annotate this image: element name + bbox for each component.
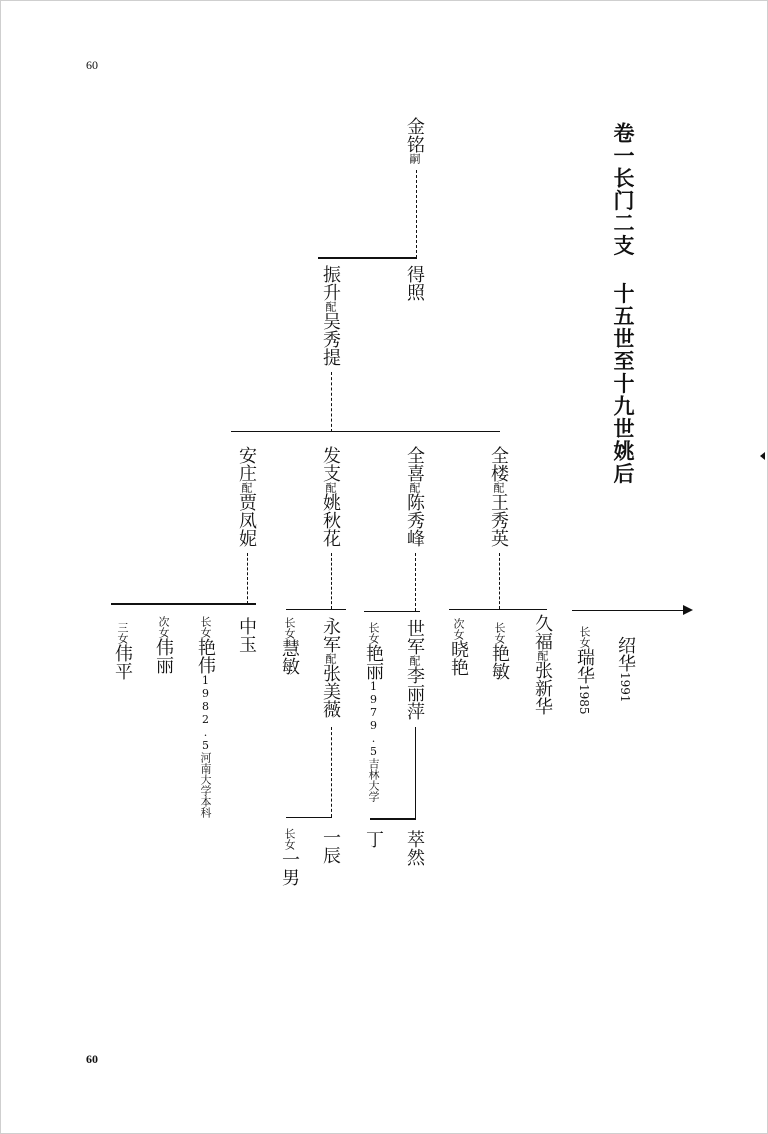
name-weili: 伟丽 bbox=[153, 638, 174, 674]
sibling-line bbox=[370, 818, 416, 820]
descent-line bbox=[331, 727, 332, 817]
person-quanxi bbox=[405, 446, 423, 547]
page-edge-marker-icon bbox=[760, 452, 765, 460]
arrow-line bbox=[572, 610, 684, 611]
sibling-line bbox=[318, 257, 417, 259]
name-zhensheng: 振升 bbox=[320, 265, 341, 301]
sibling-line bbox=[286, 817, 332, 818]
person-quanlou bbox=[489, 446, 507, 547]
note-ruihua: 1985 bbox=[577, 684, 591, 715]
rank-label: 长女 bbox=[493, 622, 506, 644]
descent-line bbox=[247, 553, 248, 604]
rank-label: 长女 bbox=[199, 616, 212, 638]
descent-line bbox=[415, 553, 416, 611]
pei-label: 配 bbox=[324, 653, 337, 664]
rank-label: 长女 bbox=[283, 828, 296, 850]
person-zhensheng bbox=[321, 265, 339, 366]
person-shaohua bbox=[616, 636, 634, 703]
name-yanmin: 艳敏 bbox=[489, 644, 510, 680]
descent-line bbox=[415, 727, 416, 819]
rank-label: 长女 bbox=[283, 617, 296, 639]
sibling-line bbox=[449, 609, 547, 610]
name-shaohua: 绍华 bbox=[615, 636, 636, 672]
person-cuiran bbox=[405, 830, 423, 866]
person-anzhuang bbox=[237, 446, 255, 547]
note-shaohua: 1991 bbox=[618, 672, 632, 703]
spouse-wangxiuying: 王秀英 bbox=[488, 493, 509, 547]
name-huimin: 慧敏 bbox=[279, 639, 300, 675]
rank-label: 长女 bbox=[578, 626, 591, 648]
person-huimin bbox=[280, 617, 298, 675]
name-xiaoyan: 晓艳 bbox=[448, 640, 469, 676]
name-cuiran: 萃然 bbox=[404, 830, 425, 866]
descent-line bbox=[416, 170, 417, 258]
sibling-line bbox=[111, 603, 256, 605]
sibling-line bbox=[364, 611, 420, 612]
arrowhead-icon bbox=[683, 605, 693, 615]
name-jinming: 金铭 bbox=[404, 117, 425, 153]
name-quanlou: 全楼 bbox=[488, 446, 509, 482]
page-title: 卷一长门二支 十五世至十九世姚后 bbox=[611, 122, 635, 485]
person-xiaoyan bbox=[449, 618, 467, 676]
name-ruihua: 瑞华 bbox=[574, 648, 595, 684]
person-zhongyu bbox=[237, 617, 255, 653]
name-fazhi: 发支 bbox=[320, 446, 341, 482]
sibling-line bbox=[231, 431, 500, 432]
name-yanwei: 艳伟 bbox=[195, 638, 216, 674]
person-ding bbox=[364, 830, 382, 848]
name-zhongyu: 中玉 bbox=[236, 617, 257, 653]
descent-line bbox=[331, 372, 332, 432]
person-yinan bbox=[280, 828, 298, 886]
spouse-chenxiufeng: 陈秀峰 bbox=[404, 493, 425, 547]
name-quanxi: 全喜 bbox=[404, 446, 425, 482]
pei-label: 配 bbox=[324, 482, 337, 493]
name-anzhuang: 安庄 bbox=[236, 446, 257, 482]
person-yanmin bbox=[490, 622, 508, 680]
pei-label: 配 bbox=[408, 655, 421, 666]
spouse-liliping: 李丽萍 bbox=[404, 666, 425, 720]
pei-label: 配 bbox=[324, 301, 337, 312]
sibling-line bbox=[286, 609, 346, 610]
person-fazhi bbox=[321, 446, 339, 547]
note-yanwei: 1982.5河南大学本科 bbox=[199, 674, 212, 818]
person-yanwei bbox=[196, 616, 214, 818]
pei-label: 配 bbox=[492, 482, 505, 493]
person-weili bbox=[154, 616, 172, 674]
rank-label: 长女 bbox=[367, 622, 380, 644]
pei-label: 配 bbox=[240, 482, 253, 493]
page-number-bottom: 60 bbox=[86, 1052, 98, 1066]
note-yanli: 1979.5吉林大学 bbox=[367, 680, 380, 802]
spouse-jiafengni: 贾凤妮 bbox=[236, 493, 257, 547]
descent-line bbox=[499, 553, 500, 609]
spouse-zhangxinhua: 张新华 bbox=[532, 661, 553, 715]
name-yichen: 一辰 bbox=[320, 828, 341, 864]
spouse-yaoqiuhua: 姚秋花 bbox=[320, 493, 341, 547]
person-dezhao bbox=[405, 265, 423, 301]
note-si: 嗣 bbox=[408, 153, 421, 164]
pei-label: 配 bbox=[536, 650, 549, 661]
name-yongjun: 永军 bbox=[320, 617, 341, 653]
page-number-top: 60 bbox=[86, 58, 98, 72]
person-weiping bbox=[113, 622, 131, 680]
name-yinan: 一男 bbox=[279, 850, 300, 886]
name-ding: 丁 bbox=[363, 830, 384, 848]
name-weiping: 伟平 bbox=[112, 644, 133, 680]
name-yanli: 艳丽 bbox=[363, 644, 384, 680]
person-yanli bbox=[364, 622, 382, 802]
person-jinming bbox=[405, 117, 423, 164]
spouse-zhangmeiwei: 张美薇 bbox=[320, 664, 341, 718]
person-yongjun bbox=[321, 617, 339, 718]
name-dezhao: 得照 bbox=[404, 265, 425, 301]
name-jiufu: 久福 bbox=[532, 614, 553, 650]
rank-label: 三女 bbox=[116, 622, 129, 644]
person-ruihua bbox=[575, 626, 593, 715]
rank-label: 次女 bbox=[452, 618, 465, 640]
pei-label: 配 bbox=[408, 482, 421, 493]
person-shijun bbox=[405, 619, 423, 720]
person-jiufu bbox=[533, 614, 551, 715]
spouse-wuxiuti: 吴秀提 bbox=[320, 312, 341, 366]
rank-label: 次女 bbox=[157, 616, 170, 638]
person-yichen bbox=[321, 828, 339, 864]
descent-line bbox=[331, 553, 332, 609]
name-shijun: 世军 bbox=[404, 619, 425, 655]
